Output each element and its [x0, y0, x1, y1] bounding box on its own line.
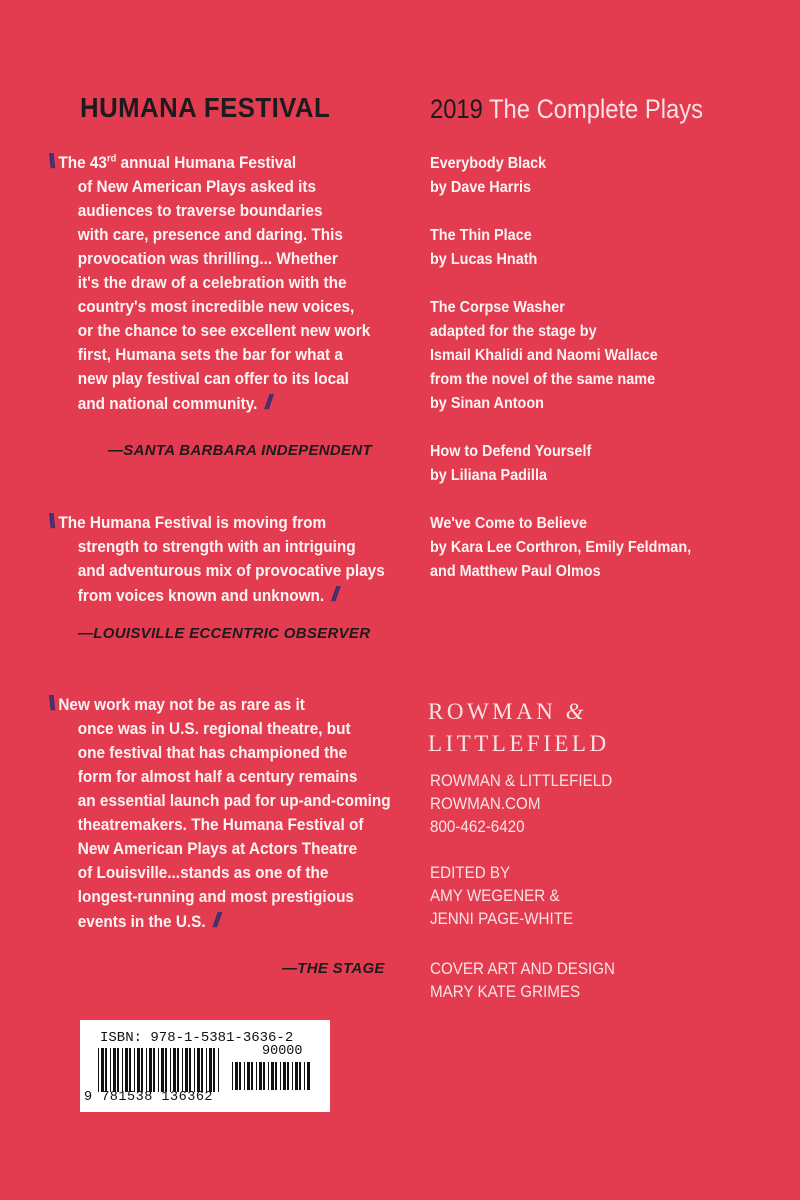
edition-year: 2019 [430, 94, 483, 124]
open-quote-mark-icon: \\ [48, 511, 53, 533]
barcode-bar [141, 1048, 143, 1092]
quote-line: New work may not be as rare as it [58, 696, 305, 714]
play-entry [430, 224, 746, 272]
ordinal-suffix: rd [106, 153, 117, 165]
editor-name: AMY WEGENER & [430, 887, 560, 905]
barcode-bar [177, 1048, 179, 1092]
open-quote-mark-icon: \\ [48, 151, 53, 173]
quote-line: one festival that has championed the [77, 744, 348, 762]
edition-title [430, 94, 703, 125]
barcode-bar [259, 1062, 262, 1090]
quote-line: audiences to traverse boundaries [77, 202, 323, 220]
play-title: The Thin Place [430, 227, 532, 244]
editor-name: JENNI PAGE-WHITE [430, 910, 574, 928]
barcode-bar [292, 1062, 293, 1090]
barcode-bar [271, 1062, 274, 1090]
barcode-bar [117, 1048, 119, 1092]
play-credit: and Matthew Paul Olmos [430, 563, 601, 580]
barcode-bar [98, 1048, 99, 1092]
quote-attribution: —THE STAGE [282, 960, 385, 977]
barcode-number: 9 781538 136362 [84, 1090, 214, 1105]
barcode-bar [129, 1048, 131, 1092]
open-quote-mark-icon: \\ [48, 693, 53, 715]
review-quote-3 [48, 692, 391, 934]
barcode-bar [283, 1062, 286, 1090]
barcode-supplement-icon [232, 1062, 312, 1092]
quote-line: country's most incredible new voices, [77, 298, 355, 316]
quote-line: New American Plays at Actors Theatre [77, 840, 358, 858]
barcode-bar [213, 1048, 215, 1092]
logo-ampersand: & [565, 699, 587, 724]
play-credit: by Liliana Padilla [430, 467, 547, 484]
barcode-bar [182, 1048, 183, 1092]
plays-list [430, 152, 746, 608]
barcode-bar [251, 1062, 253, 1090]
barcode-bar [158, 1048, 159, 1092]
logo-word: ROWMAN [428, 699, 557, 724]
quote-line: an essential launch pad for up-and-coming [77, 792, 391, 810]
quote-line: The Humana Festival is moving from [58, 514, 327, 532]
barcode-bar [110, 1048, 111, 1092]
publisher-website: ROWMAN.COM [430, 795, 541, 813]
barcode-bar [304, 1062, 305, 1090]
play-entry [430, 440, 746, 488]
barcode-bar [275, 1062, 277, 1090]
barcode-bar [189, 1048, 191, 1092]
play-credit: by Kara Lee Corthron, Emily Feldman, [430, 539, 692, 556]
play-credit: by Dave Harris [430, 179, 531, 196]
barcode-bar [307, 1062, 310, 1090]
play-credit: adapted for the stage by [430, 323, 597, 340]
play-entry [430, 296, 746, 416]
barcode-bar [247, 1062, 250, 1090]
barcode-bar [173, 1048, 176, 1092]
publisher-logo [428, 696, 610, 760]
barcode-bar [256, 1062, 257, 1090]
barcode-bar [105, 1048, 107, 1092]
quote-line: and national community. [77, 395, 258, 413]
play-credit: from the novel of the same name [430, 371, 656, 388]
quote-line: it's the draw of a celebration with the [77, 274, 347, 292]
cover-designer: MARY KATE GRIMES [430, 983, 581, 1001]
barcode-bar [146, 1048, 147, 1092]
quote-line: The 43rd annual Humana Festival [58, 153, 297, 172]
quote-line: of New American Plays asked its [77, 178, 316, 196]
review-quote-1 [48, 150, 374, 416]
isbn-label: ISBN: 978-1-5381-3636-2 [100, 1030, 294, 1046]
barcode-bar [235, 1062, 238, 1090]
play-title: How to Defend Yourself [430, 443, 592, 460]
publisher-name: ROWMAN & LITTLEFIELD [430, 772, 613, 790]
barcode-bar [101, 1048, 104, 1092]
play-entry [430, 512, 746, 584]
barcode-bar [137, 1048, 140, 1092]
quote-line: theatremakers. The Humana Festival of [77, 816, 364, 834]
cover-credit [430, 958, 615, 1004]
barcode-bar [185, 1048, 188, 1092]
barcode-bar [206, 1048, 207, 1092]
festival-title: HUMANA FESTIVAL [80, 92, 331, 123]
publisher-info [430, 770, 612, 839]
close-quote-mark-icon: // [331, 584, 337, 606]
quote-line: first, Humana sets the bar for what a [77, 346, 343, 364]
quote-line: of Louisville...stands as one of the [77, 864, 329, 882]
play-credit: Ismail Khalidi and Naomi Wallace [430, 347, 658, 364]
logo-word: LITTLEFIELD [428, 731, 610, 756]
quote-line: strength to strength with an intriguing [77, 538, 356, 556]
barcode-bar [194, 1048, 195, 1092]
quote-line: with care, presence and daring. This [77, 226, 343, 244]
barcode-bar [232, 1062, 233, 1090]
quote-attribution: —LOUISVILLE ECCENTRIC OBSERVER [78, 625, 371, 642]
editors-credit [430, 862, 573, 931]
price-code: 90000 [262, 1044, 303, 1059]
barcode-bar [280, 1062, 281, 1090]
cover-label: COVER ART AND DESIGN [430, 960, 616, 978]
barcode-bar [244, 1062, 245, 1090]
publisher-phone: 800-462-6420 [430, 818, 525, 836]
barcode-bar [239, 1062, 241, 1090]
play-credit: by Sinan Antoon [430, 395, 544, 412]
quote-line: new play festival can offer to its local [77, 370, 349, 388]
play-credit: by Lucas Hnath [430, 251, 538, 268]
barcode-bar [149, 1048, 152, 1092]
edition-subtitle: The Complete Plays [489, 94, 703, 124]
barcode-bar [209, 1048, 212, 1092]
barcode-bar [299, 1062, 301, 1090]
close-quote-mark-icon: // [264, 392, 270, 414]
barcode-bar [122, 1048, 123, 1092]
quote-line: or the chance to see excellent new work [77, 322, 371, 340]
play-title: We've Come to Believe [430, 515, 587, 532]
editors-label: EDITED BY [430, 864, 511, 882]
barcode-bar [134, 1048, 135, 1092]
barcode-bar [287, 1062, 289, 1090]
barcode-bar [295, 1062, 298, 1090]
close-quote-mark-icon: // [213, 910, 218, 932]
barcode-bar [170, 1048, 171, 1092]
quote-attribution: —SANTA BARBARA INDEPENDENT [108, 442, 372, 459]
barcode-bar [161, 1048, 164, 1092]
quote-line: and adventurous mix of provocative plays [77, 562, 385, 580]
barcode-bar [218, 1048, 219, 1092]
barcode-bar [268, 1062, 269, 1090]
barcode-icon [98, 1048, 223, 1092]
barcode-bar [113, 1048, 116, 1092]
play-entry [430, 152, 746, 200]
play-title: Everybody Black [430, 155, 547, 172]
quote-line: longest-running and most prestigious [77, 888, 354, 906]
barcode-bar [153, 1048, 155, 1092]
barcode-bar [197, 1048, 200, 1092]
quote-line: from voices known and unknown. [77, 587, 325, 605]
barcode-bar [125, 1048, 128, 1092]
review-quote-2 [48, 510, 385, 608]
quote-line: provocation was thrilling... Whether [77, 250, 338, 268]
quote-line: events in the U.S. [77, 913, 206, 931]
quote-line: once was in U.S. regional theatre, but [77, 720, 351, 738]
barcode-bar [201, 1048, 203, 1092]
barcode-bar [165, 1048, 167, 1092]
barcode-bar [263, 1062, 265, 1090]
play-title: The Corpse Washer [430, 299, 565, 316]
quote-line: form for almost half a century remains [77, 768, 358, 786]
